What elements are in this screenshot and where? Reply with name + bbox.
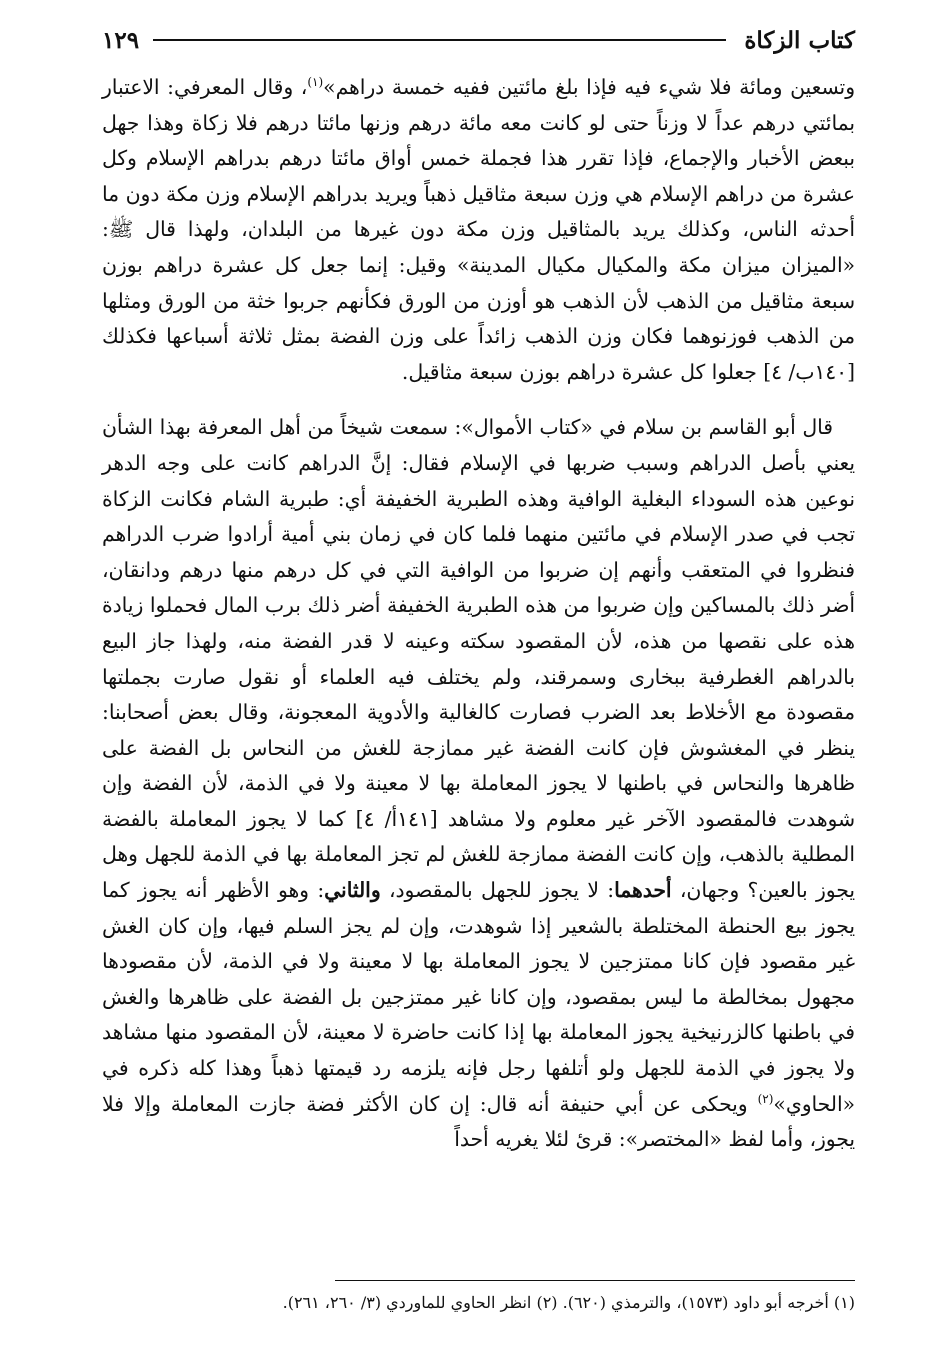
- text-segment: قال أبو القاسم بن سلام في «كتاب الأموال»: سمعت شيخاً من أهل المعرفة بهذا الشأن يعني بأصل الدراهم وسبب ضربها في الإسلام فقال: إنَّ الدراهم كانت على وجه الدهر نوعين هذه السوداء البغلية الوافية وهذه الطبرية الخفيفة أي: طبرية الشام فكانت الزكاة تجب في صدر الإسلام في مائتين منهما فلما كان في زمان بني أمية أرادوا ضرب الدراهم فنظروا في المتعقب وأنهم إن ضربوا من الوافية التي في كل درهم منها درهم ودانقان، أضر ذلك بالمساكين وإن ضربوا من هذه الطبرية الخفيفة أضر ذلك برب المال فحملوا زيادة هذه على نقصها من هذه، لأن المقصود سكته وعينه لا قدر الفضة منه، ولهذا جاز البيع بالدراهم الغطرفية ببخارى وسمرقند، ولم يختلف فيه العلماء أو نقول صارت بجملتها مقصودة مع الأخلاط بعد الضرب فصارت كالغالية والأدوية المعجونة، وقال بعض أصحابنا: ينظر في المغشوش فإن كانت الفضة غير ممازجة للغش من النحاس بل الفضة على ظاهرها والنحاس في باطنها لا يجوز المعاملة بها لا معينة ولا في الذمة، لأن الفضة وإن شوهدت فالمقصود الآخر غير معلوم ولا مشاهد [١٤١أ/ ٤] كما لا يجوز المعاملة بالفضة المطلية بالذهب، وإن كانت الفضة ممازجة للغش لم تجز المعاملة بها في الذمة للجهل وهل يجوز بالعين؟ وجهان،: [102, 415, 855, 903]
- paragraph-1: [102, 70, 855, 390]
- text-segment: : وهو الأظهر أنه يجوز كما يجوز بيع الحنطة المختلطة بالشعير إذا شوهدت، وإن لم يجز السلم فيها، وإن كان الغش غير مقصود فإن كانا ممتزجين لا يجوز المعاملة بها لا معينة ولا في الذمة، لأن مقصودها مجهول بمخالطة ما ليس بمقصود، وإن كانا غير ممتزجين بل الفضة على ظاهرها والغش في باطنها كالزرنيخية يجوز المعاملة بها إذا كانت حاضرة لا معينة، لأن المقصود منها مشاهد ولا يجوز في الذمة للجهل ولو أتلفها رجل فإنه يلزمه رد قيمتها ذهباً وهذا كله ذكره في «الحاوي»: [102, 878, 855, 1116]
- paragraph-2: [102, 410, 855, 1157]
- bold-term: أحدهما: [614, 878, 672, 903]
- main-text: [102, 70, 855, 1158]
- footnotes: (١) أخرجه أبو داود (١٥٧٣)، والترمذي (٦٢٠). (٢) انظر الحاوي للماوردي (٣/ ٢٦٠، ٢٦١).: [282, 1293, 855, 1312]
- page-number: ١٢٩: [102, 26, 140, 54]
- text-segment: ويحكى عن أبي حنيفة أنه قال: إن كان الأكثر فضة جازت المعاملة وإلا فلا يجوز، وأما لفظ «المختصر»: قرئ لئلا يغريه أحداً: [102, 1091, 855, 1152]
- footnote-reference: (١): [307, 75, 324, 90]
- header-rule: [153, 39, 726, 41]
- footnote-separator: [335, 1280, 855, 1281]
- text-segment: ، وقال المعرفي: الاعتبار بمائتي درهم عداً لا وزناً حتى لو كانت معه مائة درهم وزنها مائتا درهم فلا زكاة وهذا جهل ببعض الأخبار والإجماع، فإذا تقرر هذا فجملة خمس أواق مائتا درهم بدراهم الإسلام وكل عشرة من دراهم الإسلام هي وزن سبعة مثاقيل ذهباً ويريد بدراهم الإسلام وزن مكة دون ما أحدثه الناس، وكذلك يريد بالمثاقيل وزن مكة دون غيرها من البلدان، ولهذا قال ﷺ: «الميزان ميزان مكة والمكيال مكيال المدينة» وقيل: إنما جعل كل عشرة دراهم بوزن سبعة مثاقيل من الذهب لأن الذهب هو أوزن من الورق فكأنهم جربوا خثة من الورق ومثلها من الذهب فوزنوهما فكان وزن الذهب زائداً على وزن الفضة بمثل ثلاثة أسباعها فكذلك [١٤٠ب/ ٤] جعلوا كل عشرة دراهم بوزن سبعة مثاقيل.: [102, 75, 855, 384]
- book-title: كتاب الزكاة: [744, 26, 855, 54]
- text-segment: وتسعين ومائة فلا شيء فيه فإذا بلغ مائتين ففيه خمسة دراهم»: [323, 75, 855, 99]
- footnote-reference: (٢): [757, 1091, 774, 1106]
- running-header: [102, 20, 855, 60]
- text-segment: : لا يجوز للجهل بالمقصود،: [380, 878, 615, 903]
- bold-term: والثاني: [324, 878, 381, 903]
